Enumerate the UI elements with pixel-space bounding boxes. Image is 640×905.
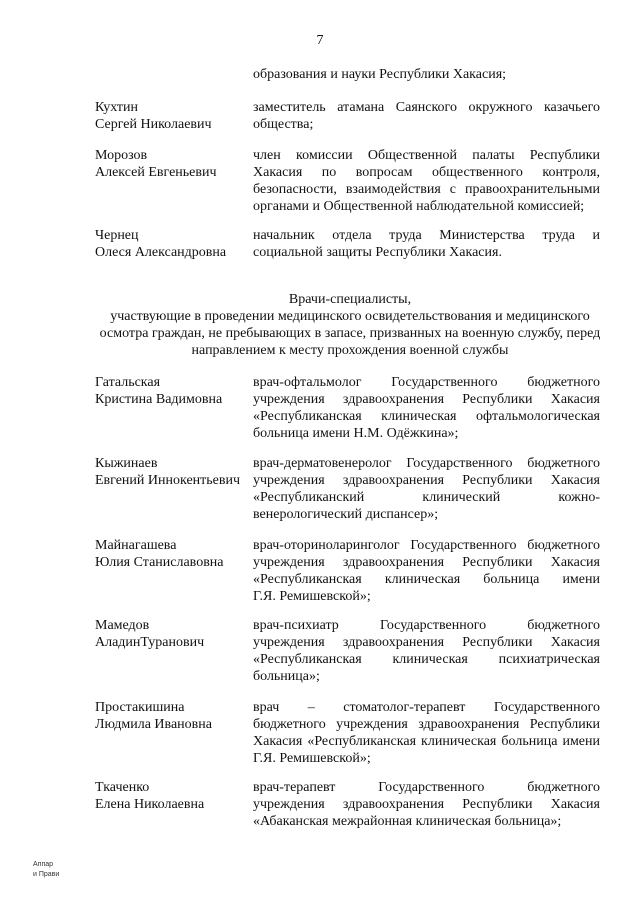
heading-line: направлением к месту прохождения военной службы <box>191 343 509 358</box>
given-names: Кристина Вадимовна <box>95 392 223 407</box>
section-heading <box>85 291 615 359</box>
position-line: член комиссии Общественной палаты Республики <box>253 148 600 163</box>
given-names: Елена Николаевна <box>95 797 205 812</box>
given-names: Олеся Александровна <box>95 245 227 260</box>
doctor-name <box>95 537 255 571</box>
position-line: учреждения здравоохранения Республики Хакасия <box>253 635 600 650</box>
page-number: 7 <box>316 33 324 48</box>
position-line: Хакасия «Республиканская клиническая больница имени <box>253 734 600 749</box>
given-names: Алексей Евгеньевич <box>95 165 217 180</box>
given-names: Людмила Ивановна <box>95 717 212 732</box>
member-position <box>253 147 600 215</box>
position-line: учреждения здравоохранения Республики Хакасия <box>253 473 600 488</box>
doctor-name <box>95 699 255 733</box>
doctor-position <box>253 779 600 830</box>
position-line: «Республиканский клинический кожно- <box>253 490 600 505</box>
heading-line: осмотра граждан, не пребывающих в запасе, призванных на военную службу, перед <box>99 326 601 341</box>
position-line: врач-дерматовенеролог Государственного бюджетного <box>253 456 600 471</box>
stamp-line: Аппар <box>33 861 54 868</box>
given-names: Сергей Николаевич <box>95 117 212 132</box>
doctor-position <box>253 455 600 523</box>
member-name <box>95 99 255 133</box>
surname: Майнагашева <box>95 538 177 553</box>
position-line: «Республиканская клиническая психиатрическая <box>253 652 600 667</box>
surname: Морозов <box>95 148 148 163</box>
doctor-position <box>253 374 600 442</box>
position-line: Г.Я. Ремишевской»; <box>253 751 371 766</box>
position-line: «Абаканская межрайонная клиническая больница»; <box>253 814 562 829</box>
member-position <box>253 227 600 261</box>
office-stamp <box>33 860 59 880</box>
position-line: венерологический диспансер»; <box>253 507 439 522</box>
continuation-line: образования и науки Республики Хакасия; <box>253 67 507 82</box>
position-line: социальной защиты Республики Хакасия. <box>253 245 502 260</box>
position-line: заместитель атамана Саянского окружного казачьего <box>253 100 600 115</box>
given-names: Юлия Станиславовна <box>95 555 224 570</box>
doctor-name <box>95 779 255 813</box>
surname: Ткаченко <box>95 780 150 795</box>
position-line: безопасности, взаимодействия с правоохранительными <box>253 182 600 197</box>
position-line: учреждения здравоохранения Республики Хакасия <box>253 555 600 570</box>
position-line: больница имени Н.М. Одёжкина»; <box>253 426 459 441</box>
member-name <box>95 147 255 181</box>
position-line: врач-оториноларинголог Государственного бюджетного <box>253 538 600 553</box>
given-names: Евгений Иннокентьевич <box>95 473 241 488</box>
heading-title: Врачи-специалисты, <box>288 292 412 307</box>
position-line: врач-терапевт Государственного бюджетного <box>253 780 600 795</box>
position-line: учреждения здравоохранения Республики Хакасия <box>253 797 600 812</box>
doctor-position <box>253 617 600 685</box>
position-line: врач-психиатр Государственного бюджетного <box>253 618 600 633</box>
position-line: «Республиканская клиническая офтальмологическая <box>253 409 600 424</box>
doctor-position <box>253 537 600 605</box>
heading-line: участвующие в проведении медицинского освидетельствования и медицинского <box>110 309 590 324</box>
doctor-name <box>95 617 255 651</box>
position-line: органами и Общественной наблюдательной комиссией; <box>253 199 585 214</box>
doctor-position <box>253 699 600 767</box>
position-line: больница»; <box>253 669 320 684</box>
position-line: врач-офтальмолог Государственного бюджетного <box>253 375 600 390</box>
surname: Гатальская <box>95 375 161 390</box>
position-line: общества; <box>253 117 314 132</box>
position-line: врач – стоматолог-терапевт Государственного <box>253 700 600 715</box>
position-line: начальник отдела труда Министерства труда и <box>253 228 600 243</box>
surname: Кухтин <box>95 100 139 115</box>
position-line: учреждения здравоохранения Республики Хакасия <box>253 392 600 407</box>
doctor-name <box>95 374 255 408</box>
surname: Кыжинаев <box>95 456 158 471</box>
member-position <box>253 99 600 133</box>
position-line: Г.Я. Ремишевской»; <box>253 589 371 604</box>
position-line: бюджетного учреждения здравоохранения Республики <box>253 717 600 732</box>
member-name <box>95 227 255 261</box>
stamp-line: и Прави <box>33 871 60 878</box>
surname: Простакишина <box>95 700 185 715</box>
position-line: «Республиканская клиническая больница имени <box>253 572 600 587</box>
surname: Чернец <box>95 228 139 243</box>
given-names: АладинТуранович <box>95 635 205 650</box>
position-line: Хакасия по вопросам общественного контроля, <box>253 165 600 180</box>
doctor-name <box>95 455 255 489</box>
surname: Мамедов <box>95 618 150 633</box>
